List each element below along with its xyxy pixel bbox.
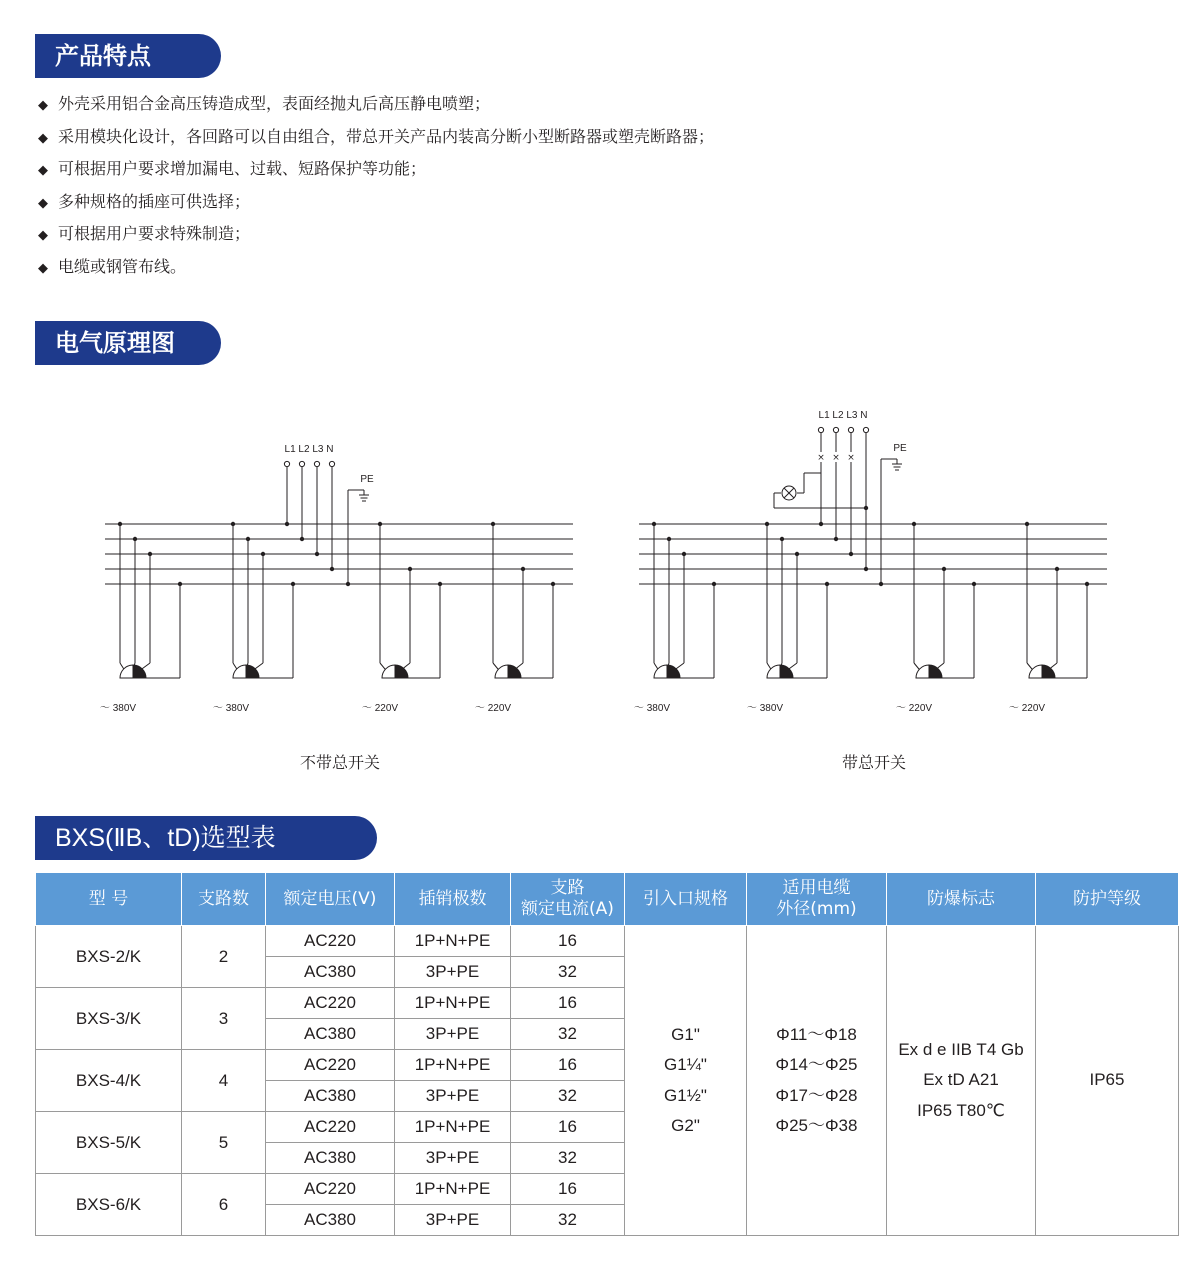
terminal-icon — [314, 461, 319, 466]
poles-cell: 1P+N+PE — [395, 1050, 511, 1081]
current-cell: 32 — [511, 957, 625, 988]
diagram-caption: 带总开关 — [841, 755, 907, 772]
voltage-label: ～ 380V — [633, 703, 671, 714]
voltage-cell: AC220 — [266, 1112, 395, 1143]
branches-cell: 2 — [182, 926, 266, 988]
ground-icon — [359, 490, 369, 501]
current-cell: 16 — [511, 1050, 625, 1081]
voltage-cell: AC380 — [266, 1019, 395, 1050]
diamond-bullet-icon: ◆ — [38, 98, 48, 113]
section-banner-features — [35, 34, 375, 78]
voltage-cell: AC380 — [266, 1081, 395, 1112]
terminal-icon — [848, 427, 853, 432]
indicator-lamp-icon — [782, 486, 796, 500]
junction-dot — [300, 537, 304, 541]
list-item: ◆ 可根据用户要求增加漏电、过载、短路保护等功能； — [38, 157, 714, 190]
current-cell: 16 — [511, 1112, 625, 1143]
current-cell: 32 — [511, 1081, 625, 1112]
current-cell: 16 — [511, 1174, 625, 1205]
wiring-diagram — [0, 390, 1200, 790]
section-title: BXS(ⅡB、tD)选型表 — [55, 824, 276, 852]
section-title: 产品特点 — [55, 42, 151, 70]
list-item: ◆ 多种规格的插座可供选择； — [38, 190, 714, 223]
terminal-icon — [299, 461, 304, 466]
voltage-cell: AC380 — [266, 957, 395, 988]
header-model: 型 号 — [36, 873, 182, 926]
socket-icon — [382, 665, 408, 678]
pe-label: PE — [893, 443, 907, 454]
table-header-row — [36, 873, 1179, 926]
diamond-bullet-icon: ◆ — [38, 228, 48, 243]
model-cell: BXS-5/K — [36, 1112, 182, 1174]
socket-icon — [654, 665, 680, 678]
breaker-contact-icon: × — [832, 453, 840, 463]
table-row — [36, 926, 1179, 957]
section-title: 电气原理图 — [55, 329, 175, 357]
socket-icon — [1029, 665, 1055, 678]
poles-cell: 3P+PE — [395, 1081, 511, 1112]
ip-rating-cell: IP65 — [1036, 926, 1179, 1236]
junction-dot — [864, 567, 868, 571]
junction-dot — [315, 552, 319, 556]
voltage-label: ～ 220V — [361, 703, 399, 714]
voltage-label: ～ 380V — [212, 703, 250, 714]
header-cable: 适用电缆 外径(mm) — [747, 873, 887, 926]
poles-cell: 3P+PE — [395, 1143, 511, 1174]
breaker-contact-icon: × — [817, 453, 825, 463]
feature-list — [38, 92, 714, 287]
voltage-cell: AC380 — [266, 1205, 395, 1236]
header-ip: 防护等级 — [1036, 873, 1179, 926]
terminal-icon — [284, 461, 289, 466]
terminal-icon — [863, 427, 868, 432]
list-item: ◆ 采用模块化设计，各回路可以自由组合，带总开关产品内装高分断小型断路器或塑壳断路器； — [38, 125, 714, 158]
ex-mark-cell: Ex d e IIB T4 Gb Ex tD A21 IP65 T80℃ — [887, 926, 1036, 1236]
junction-dot — [849, 552, 853, 556]
socket-icon — [495, 665, 521, 678]
terminal-labels: L1 L2 L3 N — [284, 444, 334, 455]
diamond-bullet-icon: ◆ — [38, 195, 48, 211]
branches-cell: 5 — [182, 1112, 266, 1174]
poles-cell: 1P+N+PE — [395, 1112, 511, 1143]
current-cell: 32 — [511, 1205, 625, 1236]
cable-spec-cell: Φ11～Φ18 Φ14～Φ25 Φ17～Φ28 Φ25～Φ38 — [747, 926, 887, 1236]
model-cell: BXS-3/K — [36, 988, 182, 1050]
diamond-bullet-icon: ◆ — [38, 163, 48, 178]
junction-dot — [346, 582, 350, 586]
junction-dot — [285, 522, 289, 526]
section-banner-diagram — [35, 321, 375, 365]
wiring-diagram-with-main-switch — [634, 410, 1107, 772]
voltage-label: ～ 220V — [474, 703, 512, 714]
terminal-icon — [818, 427, 823, 432]
voltage-label: ～ 220V — [1008, 703, 1046, 714]
diagram-caption: 不带总开关 — [299, 755, 381, 772]
poles-cell: 3P+PE — [395, 1019, 511, 1050]
junction-dot — [834, 537, 838, 541]
terminal-icon — [833, 427, 838, 432]
poles-cell: 1P+N+PE — [395, 988, 511, 1019]
branches-cell: 6 — [182, 1174, 266, 1236]
ground-icon — [892, 459, 902, 470]
entry-spec-cell: G1" G1¼" G1½" G2" — [625, 926, 747, 1236]
voltage-cell: AC220 — [266, 926, 395, 957]
header-current: 支路 额定电流(A) — [511, 873, 625, 926]
voltage-cell: AC220 — [266, 1174, 395, 1205]
socket-icon — [767, 665, 793, 678]
voltage-label: ～ 380V — [746, 703, 784, 714]
socket-icon — [916, 665, 942, 678]
current-cell: 16 — [511, 926, 625, 957]
current-cell: 16 — [511, 988, 625, 1019]
branches-cell: 4 — [182, 1050, 266, 1112]
wiring-diagram-without-main-switch — [100, 444, 573, 772]
poles-cell: 3P+PE — [395, 957, 511, 988]
poles-cell: 1P+N+PE — [395, 1174, 511, 1205]
header-ex-mark: 防爆标志 — [887, 873, 1036, 926]
socket-icon — [120, 665, 146, 678]
junction-dot — [879, 582, 883, 586]
junction-dot — [864, 506, 868, 510]
poles-cell: 1P+N+PE — [395, 926, 511, 957]
list-item: ◆ 电缆或钢管布线。 — [38, 255, 714, 288]
header-voltage: 额定电压(V) — [266, 873, 395, 926]
terminal-icon — [329, 461, 334, 466]
list-item: ◆ 可根据用户要求特殊制造； — [38, 222, 714, 255]
junction-dot — [819, 522, 823, 526]
voltage-label: ～ 220V — [895, 703, 933, 714]
list-item: ◆ 外壳采用铝合金高压铸造成型，表面经抛丸后高压静电喷塑； — [38, 92, 714, 125]
junction-dot — [330, 567, 334, 571]
selection-table — [35, 872, 1179, 1236]
diamond-bullet-icon: ◆ — [38, 260, 48, 276]
header-entry: 引入口规格 — [625, 873, 747, 926]
section-banner-selection-table — [35, 816, 532, 860]
voltage-cell: AC380 — [266, 1143, 395, 1174]
voltage-cell: AC220 — [266, 988, 395, 1019]
breaker-contact-icon: × — [847, 453, 855, 463]
poles-cell: 3P+PE — [395, 1205, 511, 1236]
pe-label: PE — [360, 474, 374, 485]
current-cell: 32 — [511, 1019, 625, 1050]
terminal-labels: L1 L2 L3 N — [818, 410, 868, 421]
voltage-cell: AC220 — [266, 1050, 395, 1081]
model-cell: BXS-4/K — [36, 1050, 182, 1112]
model-cell: BXS-2/K — [36, 926, 182, 988]
branches-cell: 3 — [182, 988, 266, 1050]
diamond-bullet-icon: ◆ — [38, 130, 48, 146]
socket-icon — [233, 665, 259, 678]
header-poles: 插销极数 — [395, 873, 511, 926]
current-cell: 32 — [511, 1143, 625, 1174]
model-cell: BXS-6/K — [36, 1174, 182, 1236]
voltage-label: ～ 380V — [99, 703, 137, 714]
header-branches: 支路数 — [182, 873, 266, 926]
